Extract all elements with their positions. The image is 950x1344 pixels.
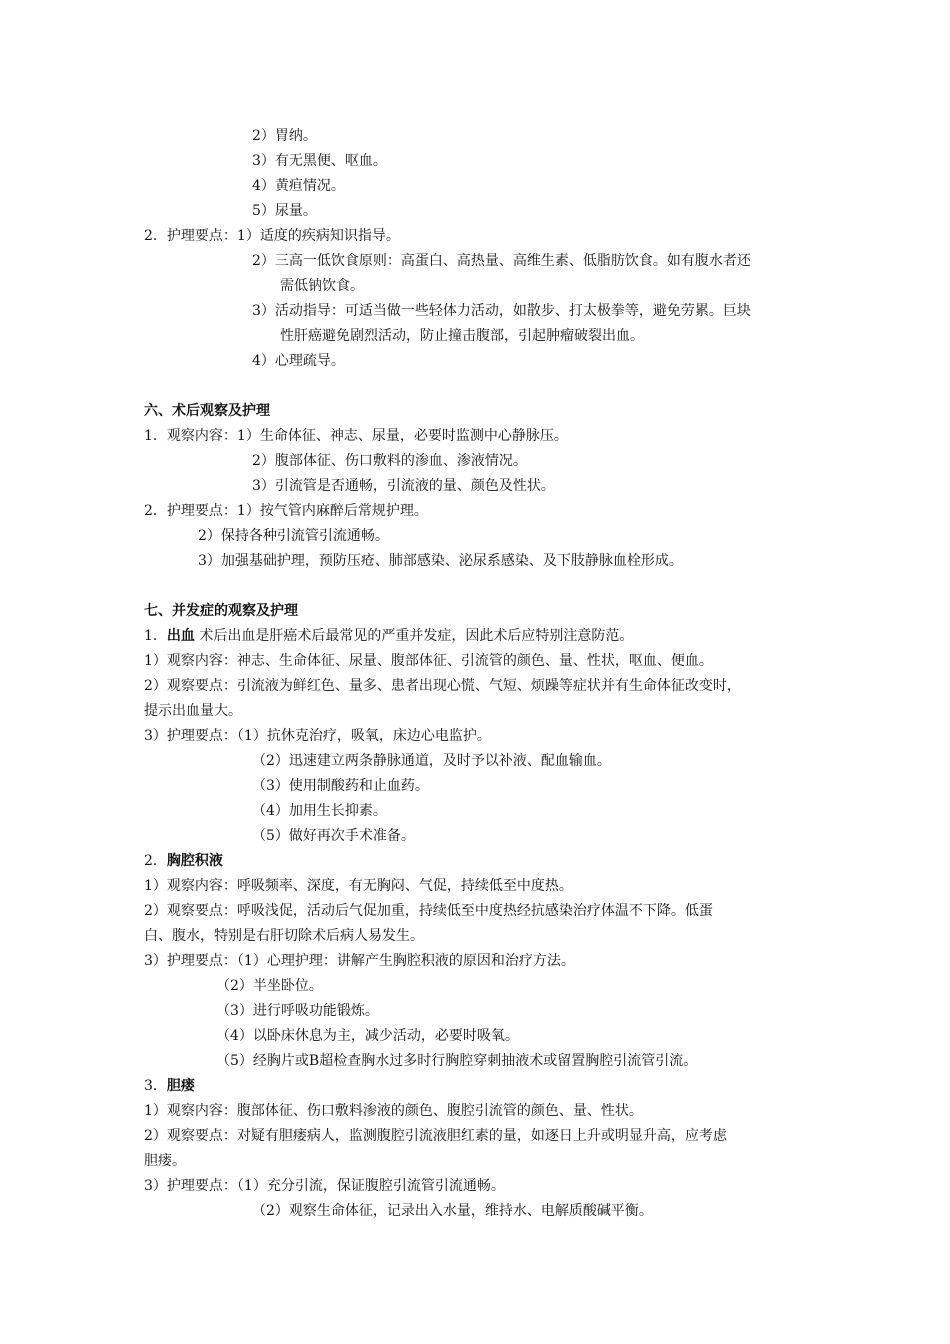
sec6-obs-2: 2）腹部体征、伤口敷料的渗血、渗液情况。 <box>252 453 527 469</box>
bleed-care-2: （2）迅速建立两条静脉通道，及时予以补液、配血输血。 <box>252 753 611 769</box>
pleural-num: 2． <box>144 853 167 869</box>
bleed-obs: 1）观察内容：神志、生命体征、尿量、腹部体征、引流管的颜色、量、性状，呕血、便血。 <box>144 653 713 669</box>
bile-care-2: （2）观察生命体征，记录出入水量，维持水、电解质酸碱平衡。 <box>252 1203 653 1219</box>
bleed-care-1: 3）护理要点：（1）抗休克治疗，吸氧，床边心电监护。 <box>144 728 491 744</box>
pleural-heading: 胸腔积液 <box>166 853 223 869</box>
bleed-care-5: （5）做好再次手术准备。 <box>252 828 415 844</box>
spacer <box>144 574 822 599</box>
sec5-care-1: 2．护理要点：1）适度的疾病知识指导。 <box>144 228 400 244</box>
section-7-title: 七、并发症的观察及护理 <box>144 603 298 619</box>
pleural-care-1: 3）护理要点：（1）心理护理：讲解产生胸腔积液的原因和治疗方法。 <box>144 953 575 969</box>
pleural-key-a: 2）观察要点：呼吸浅促，活动后气促加重，持续低至中度热经抗感染治疗体温不下降。低蛋 <box>144 903 713 919</box>
bile-key-a: 2）观察要点：对疑有胆瘘病人，监测腹腔引流液胆红素的量，如逐日上升或明显升高，应考虑 <box>144 1128 727 1144</box>
pleural-care-5: （5）经胸片或B超检查胸水过多时行胸腔穿刺抽液术或留置胸腔引流管引流。 <box>216 1053 698 1069</box>
bile-key-b: 胆瘘。 <box>144 1153 186 1169</box>
bile-obs: 1）观察内容：腹部体征、伤口敷料渗液的颜色、腹腔引流管的颜色、量、性状。 <box>144 1103 643 1119</box>
sec6-obs-1: 1．观察内容：1）生命体征、神志、尿量，必要时监测中心静脉压。 <box>144 428 568 444</box>
bile-care-1: 3）护理要点：（1）充分引流，保证腹腔引流管引流通畅。 <box>144 1178 505 1194</box>
bleed-heading: 出血 <box>166 628 195 644</box>
sec6-care-2: 2）保持各种引流管引流通畅。 <box>198 528 389 544</box>
pleural-key-b: 白、腹水，特别是右肝切除术后病人易发生。 <box>144 928 424 944</box>
spacer <box>144 374 822 399</box>
sec5-obs-5: 5）尿量。 <box>252 203 317 219</box>
sec6-care-3: 3）加强基础护理，预防压疮、肺部感染、泌尿系感染、及下肢静脉血栓形成。 <box>198 553 683 569</box>
bleed-intro: 术后出血是肝癌术后最常见的严重并发症，因此术后应特别注意防范。 <box>194 628 634 644</box>
pleural-care-4: （4）以卧床休息为主，减少活动，必要时吸氧。 <box>216 1028 519 1044</box>
sec5-obs-2: 2）胃纳。 <box>252 128 317 144</box>
bile-heading: 胆瘘 <box>166 1078 195 1094</box>
sec5-obs-4: 4）黄疸情况。 <box>252 178 345 194</box>
pleural-care-3: （3）进行呼吸功能锻炼。 <box>216 1003 379 1019</box>
sec5-care-3b: 性肝癌避免剧烈活动，防止撞击腹部，引起肿瘤破裂出血。 <box>280 328 644 344</box>
sec5-care-2b: 需低钠饮食。 <box>280 278 364 294</box>
bleed-key-a: 2）观察要点：引流液为鲜红色、量多、患者出现心慌、气短、烦躁等症状并有生命体征改变时， <box>144 678 741 694</box>
pleural-obs: 1）观察内容：呼吸频率、深度，有无胸闷、气促，持续低至中度热。 <box>144 878 573 894</box>
sec5-obs-3: 3）有无黑便、呕血。 <box>252 153 387 169</box>
bleed-key-b: 提示出血量大。 <box>144 703 242 719</box>
sec6-care-1: 2．护理要点：1）按气管内麻醉后常规护理。 <box>144 503 428 519</box>
bleed-num: 1． <box>144 628 167 644</box>
bleed-heading-line <box>144 624 822 649</box>
section-6-title: 六、术后观察及护理 <box>144 403 270 419</box>
bile-num: 3． <box>144 1078 167 1094</box>
pleural-heading-line <box>144 849 822 874</box>
sec5-care-4: 4）心理疏导。 <box>252 353 345 369</box>
bleed-care-3: （3）使用制酸药和止血药。 <box>252 778 429 794</box>
bile-heading-line <box>144 1074 822 1099</box>
sec5-care-3a: 3）活动指导：可适当做一些轻体力活动，如散步、打太极拳等，避免劳累。巨块 <box>252 303 751 319</box>
bleed-care-4: （4）加用生长抑素。 <box>252 803 387 819</box>
sec5-care-2a: 2）三高一低饮食原则：高蛋白、高热量、高维生素、低脂肪饮食。如有腹水者还 <box>252 253 751 269</box>
pleural-care-2: （2）半坐卧位。 <box>216 978 323 994</box>
sec6-obs-3: 3）引流管是否通畅，引流液的量、颜色及性状。 <box>252 478 555 494</box>
